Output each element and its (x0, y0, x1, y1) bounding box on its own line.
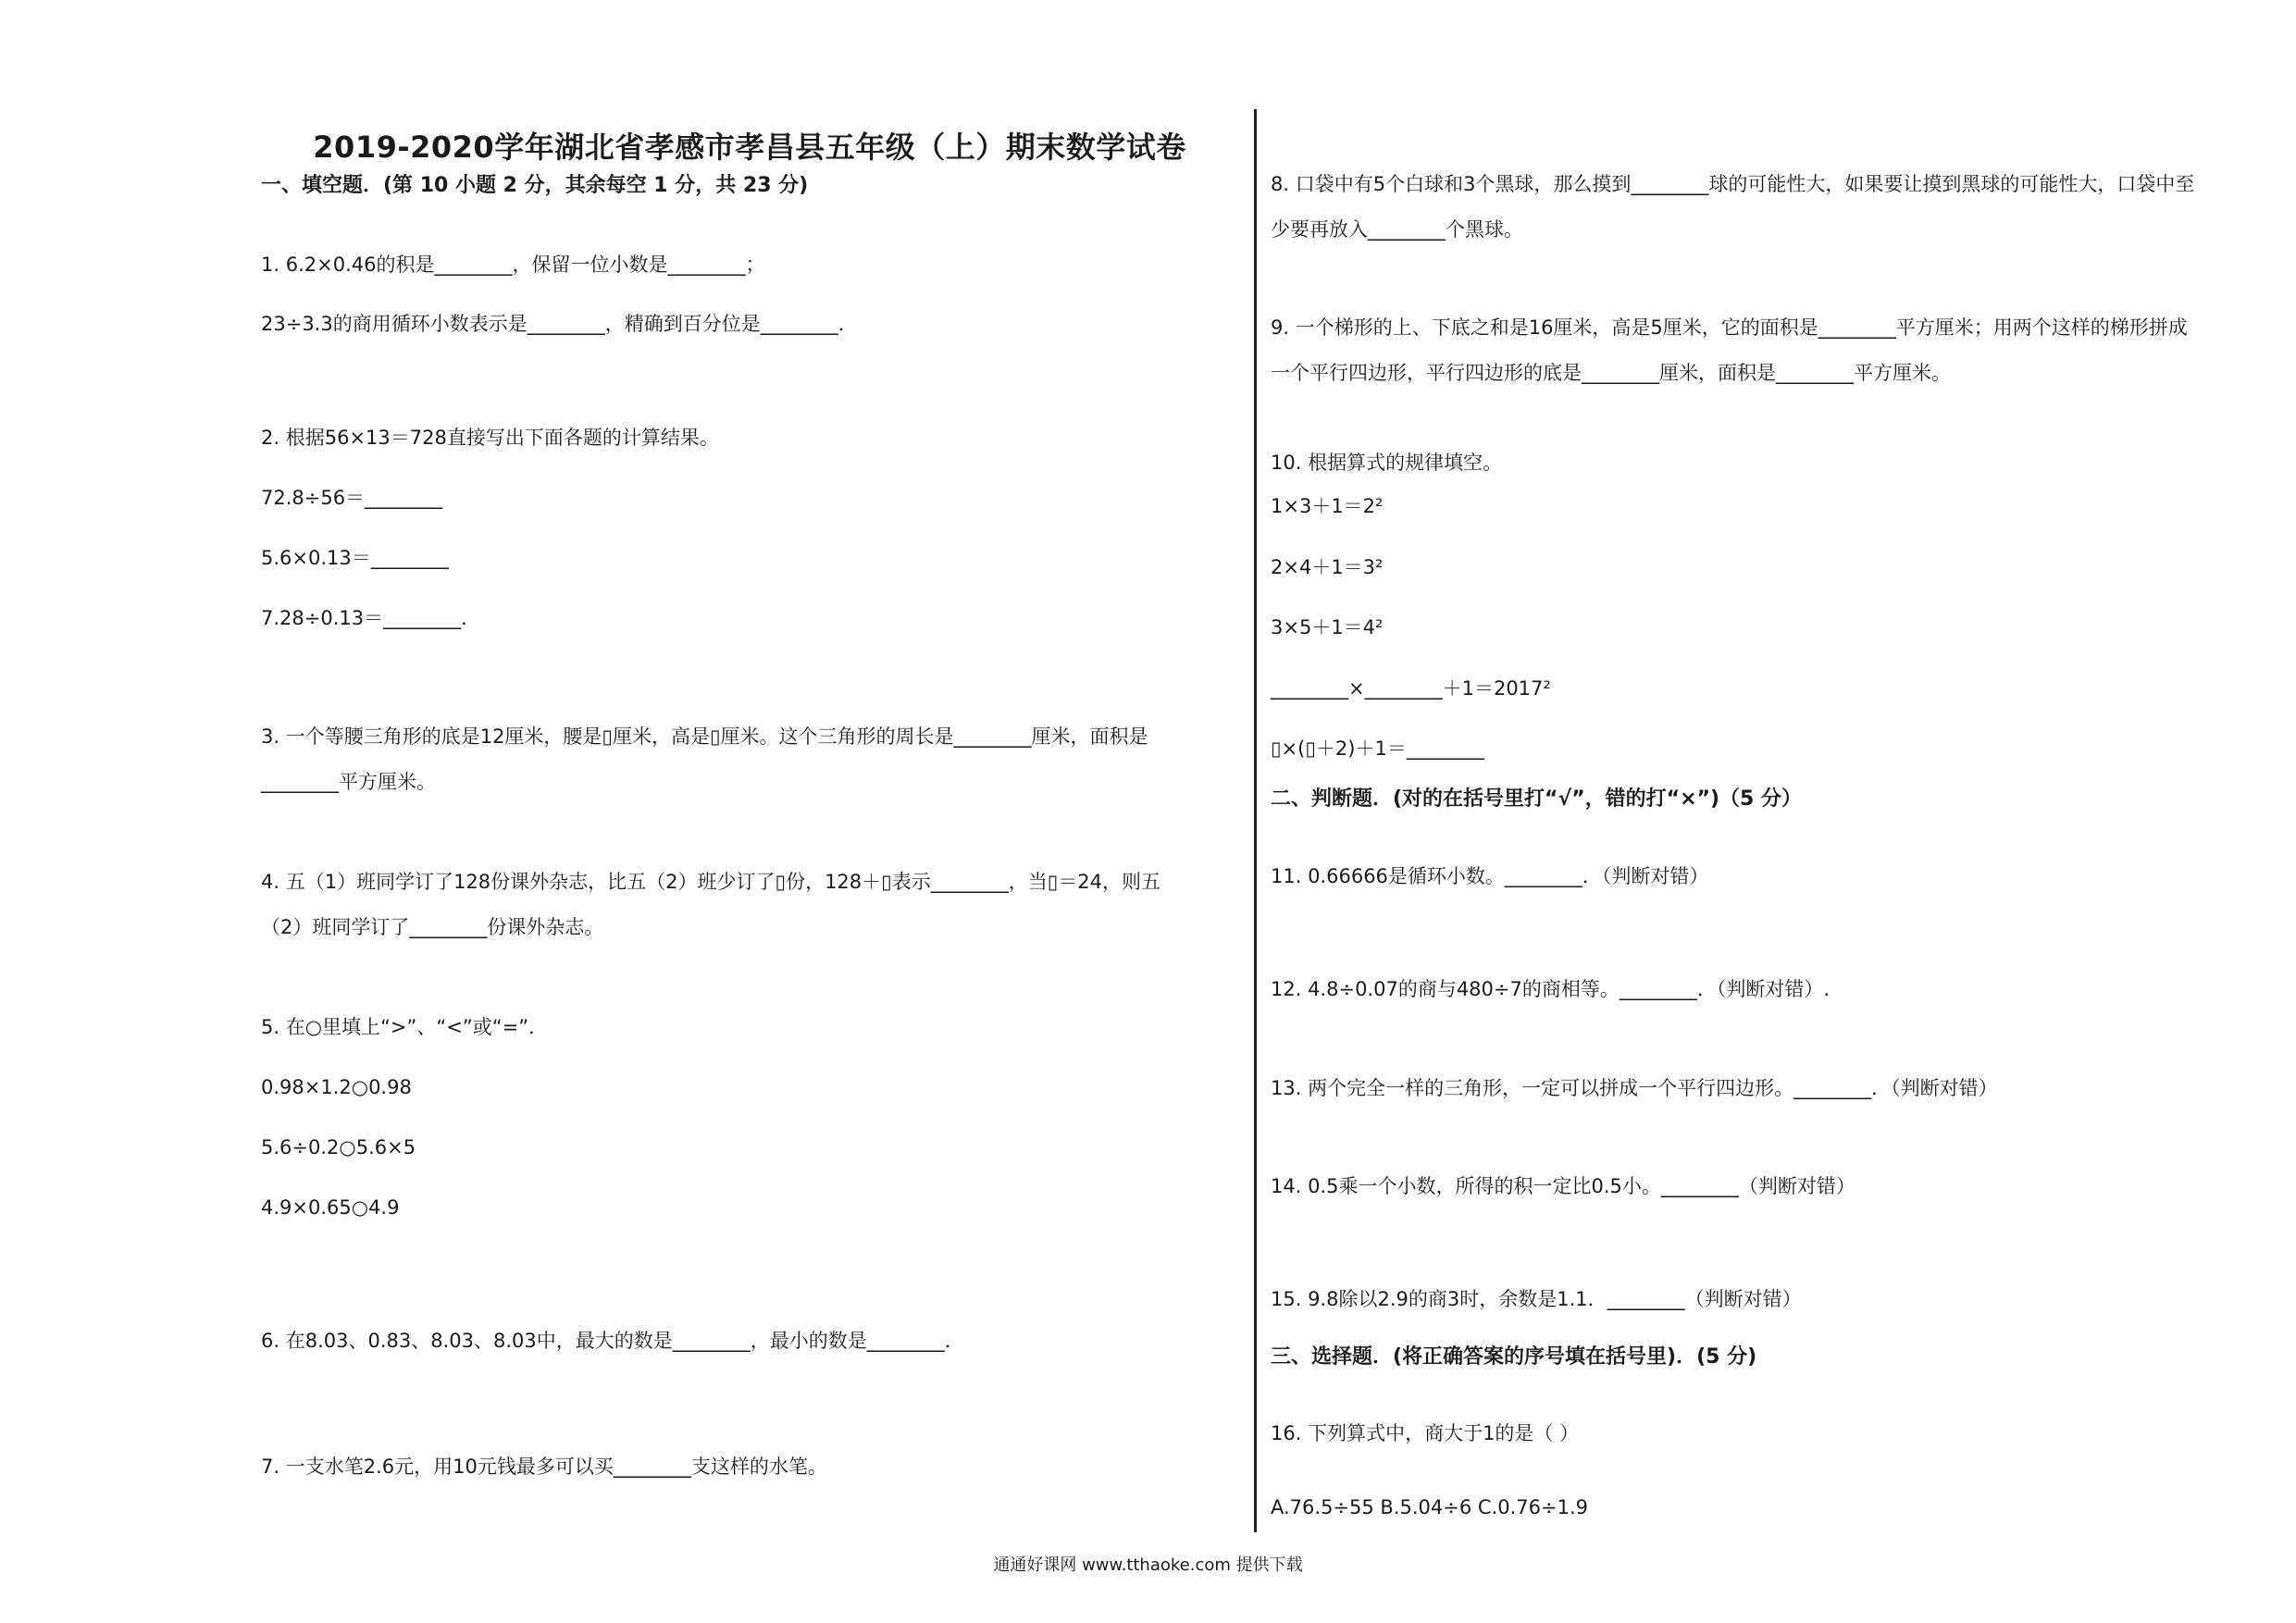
question-line: 1. 6.2×0.46的积是________，保留一位小数是________； (261, 254, 765, 276)
question-line: 3. 一个等腰三角形的底是12厘米，腰是▯厘米，高是▯厘米。这个三角形的周长是________厘米，面积是 (261, 725, 1148, 748)
page-title: 2019-2020学年湖北省孝感市孝昌县五年级（上）期末数学试卷 (313, 130, 1186, 165)
question-line: 5.6×0.13＝________ (261, 547, 449, 569)
question-line: 5.6÷0.2○5.6×5 (261, 1136, 416, 1158)
question-line: A.76.5÷55 B.5.04÷6 C.0.76÷1.9 (1271, 1496, 1588, 1518)
question-line: 10. 根据算式的规律填空。 (1271, 452, 1503, 474)
question-line: 2. 根据56×13＝728直接写出下面各题的计算结果。 (261, 427, 719, 449)
question-line: 16. 下列算式中，商大于1的是（ ） (1271, 1422, 1580, 1444)
section-heading: 二、判断题．(对的在括号里打“√”，错的打“×”)（5 分） (1271, 787, 1803, 811)
question-line: 8. 口袋中有5个白球和3个黑球，那么摸到________球的可能性大，如果要让摸到黑球的可能性大，口袋中至 (1271, 173, 2195, 195)
question-line: 6. 在8.03、0.83、8.03、8.03中，最大的数是________，最小的数是________． (261, 1330, 964, 1352)
section-heading: 一、填空题．(第 10 小题 2 分，其余每空 1 分，共 23 分) (261, 174, 809, 197)
question-line: 4. 五（1）班同学订了128份课外杂志，比五（2）班少订了▯份，128＋▯表示________，当▯＝24，则五 (261, 871, 1160, 893)
question-line: ________平方厘米。 (261, 771, 436, 793)
question-line: 14. 0.5乘一个小数，所得的积一定比0.5小。________（判断对错） (1271, 1175, 1855, 1197)
question-line: 4.9×0.65○4.9 (261, 1196, 400, 1219)
question-line: （2）班同学订了________份课外杂志。 (261, 916, 604, 938)
question-line: 1×3＋1＝2² (1271, 495, 1384, 517)
question-line: 0.98×1.2○0.98 (261, 1076, 412, 1098)
question-line: 一个平行四边形，平行四边形的底是________厘米，面积是________平方厘米。 (1271, 362, 1951, 384)
question-line: 7. 一支水笔2.6元，用10元钱最多可以买________支这样的水笔。 (261, 1456, 827, 1478)
question-line: 23÷3.3的商用循环小数表示是________，精确到百分位是________． (261, 313, 858, 335)
question-line: 15. 9.8除以2.9的商3时，余数是1.1．________（判断对错） (1271, 1288, 1802, 1310)
question-line: 7.28÷0.13＝________． (261, 607, 481, 629)
question-line: 5. 在○里填上“>”、“<”或“=”． (261, 1016, 549, 1038)
question-line: 13. 两个完全一样的三角形，一定可以拼成一个平行四边形。________．（判断对错） (1271, 1077, 1998, 1099)
question-line: 11. 0.66666是循环小数。________．（判断对错） (1271, 865, 1709, 887)
question-line: ▯×(▯＋2)＋1＝________ (1271, 737, 1484, 760)
question-line: 9. 一个梯形的上、下底之和是16厘米，高是5厘米，它的面积是________平方厘米；用两个这样的梯形拼成 (1271, 316, 2188, 339)
question-line: ________×________＋1＝2017² (1271, 677, 1551, 700)
question-line: 12. 4.8÷0.07的商与480÷7的商相等。________．（判断对错）. (1271, 978, 1831, 1000)
column-divider (1254, 109, 1257, 1532)
question-line: 3×5＋1＝4² (1271, 616, 1384, 638)
question-line: 少要再放入________个黑球。 (1271, 218, 1523, 241)
footer: 通通好课网 www.tthaoke.com 提供下载 (993, 1555, 1303, 1575)
section-heading: 三、选择题．(将正确答案的序号填在括号里)．(5 分) (1271, 1345, 1757, 1369)
question-line: 72.8÷56＝________ (261, 487, 443, 509)
question-line: 2×4＋1＝3² (1271, 556, 1384, 578)
